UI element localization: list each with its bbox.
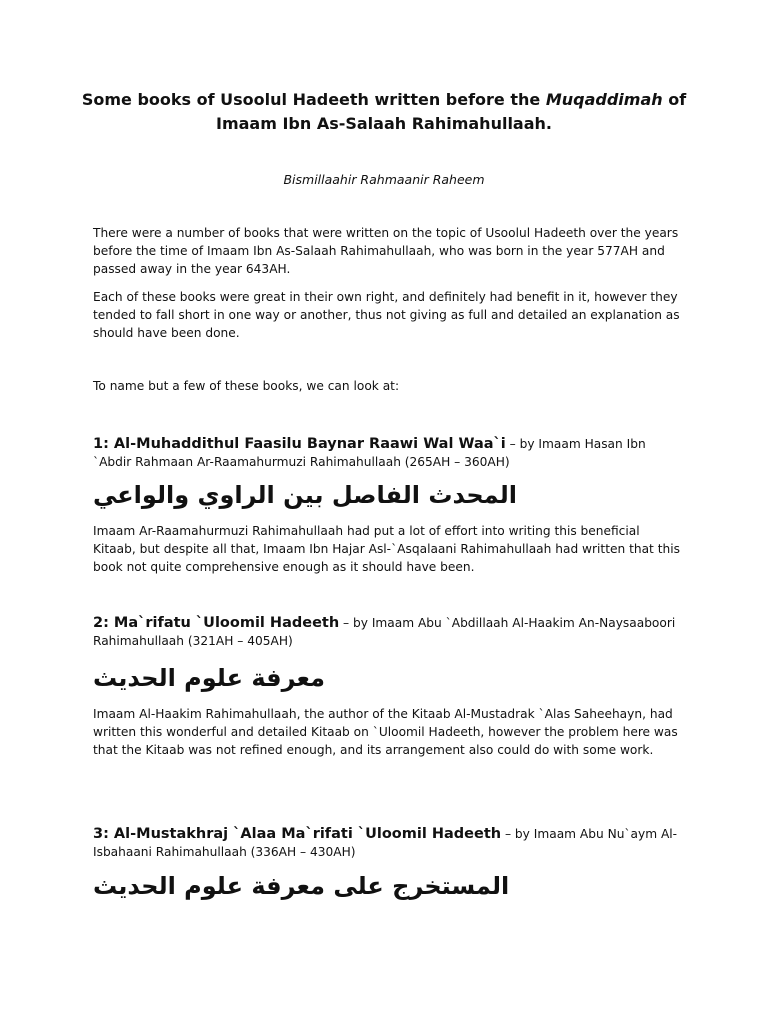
book-3-title: 3: Al-Mustakhraj `Alaa Ma`rifati `Uloomil Hadeeth — [93, 826, 502, 842]
intro-paragraph-2: Each of these books were great in their own right, and definitely had benefit in it, however they tended to fall short in one way or another, thus not giving as full and detailed an explanation as should have been done. — [93, 290, 680, 340]
book-3-heading — [93, 825, 683, 861]
book-2-description: Imaam Al-Haakim Rahimahullaah, the author of the Kitaab Al-Mustadrak `Alas Saheehayn, had written this wonderful and detailed Kitaab on `Uloomil Hadeeth, however the problem here was that the Kitaab was not refined enough, and its arrangement also could do with some work. — [93, 707, 678, 757]
book-2-arabic-title: معرفة علوم الحديث — [93, 664, 325, 692]
title-italic-text: Muqaddimah — [545, 90, 663, 109]
book-1-byline: – by Imaam Hasan Ibn `Abdir Rahmaan Ar-Raamahurmuzi Rahimahullaah (265AH – 360AH) — [93, 437, 646, 469]
intro-paragraph-3: To name but a few of these books, we can look at: — [93, 379, 400, 393]
basmala: Bismillaahir Rahmaanir Raheem — [283, 172, 485, 187]
intro-paragraph-1: There were a number of books that were written on the topic of Usoolul Hadeeth over the years before the time of Imaam Ibn As-Salaah Rahimahullaah, who was born in the year 577AH and passed away in the year 643AH. — [93, 226, 679, 276]
book-2-heading — [93, 614, 683, 650]
document-title — [80, 88, 688, 136]
title-text: Some books of Usoolul Hadeeth written before the — [81, 90, 546, 109]
book-1-description: Imaam Ar-Raamahurmuzi Rahimahullaah had put a lot of effort into writing this beneficial Kitaab, but despite all that, Imaam Ibn Hajar Asl-`Asqalaani Rahimahullaah had written that this book not quite comprehensive enough as it should have been. — [93, 524, 680, 574]
book-2-byline: – by Imaam Abu `Abdillaah Al-Haakim An-Naysaaboori Rahimahullaah (321AH – 405AH) — [93, 616, 676, 648]
title-line-2: Imaam Ibn As-Salaah Rahimahullaah. — [215, 114, 552, 133]
book-3-byline: – by Imaam Abu Nu`aym Al-Isbahaani Rahimahullaah (336AH – 430AH) — [93, 827, 678, 859]
book-3-arabic-title: المستخرج على معرفة علوم الحديث — [93, 872, 510, 900]
book-1-title: 1: Al-Muhaddithul Faasilu Baynar Raawi Wal Waa`i — [93, 436, 506, 452]
book-1-arabic-title: المحدث الفاصل بين الراوي والواعي — [93, 481, 517, 509]
book-2-title: 2: Ma`rifatu `Uloomil Hadeeth — [93, 615, 340, 631]
book-1-heading — [93, 435, 683, 471]
title-text-end: of — [662, 90, 687, 109]
